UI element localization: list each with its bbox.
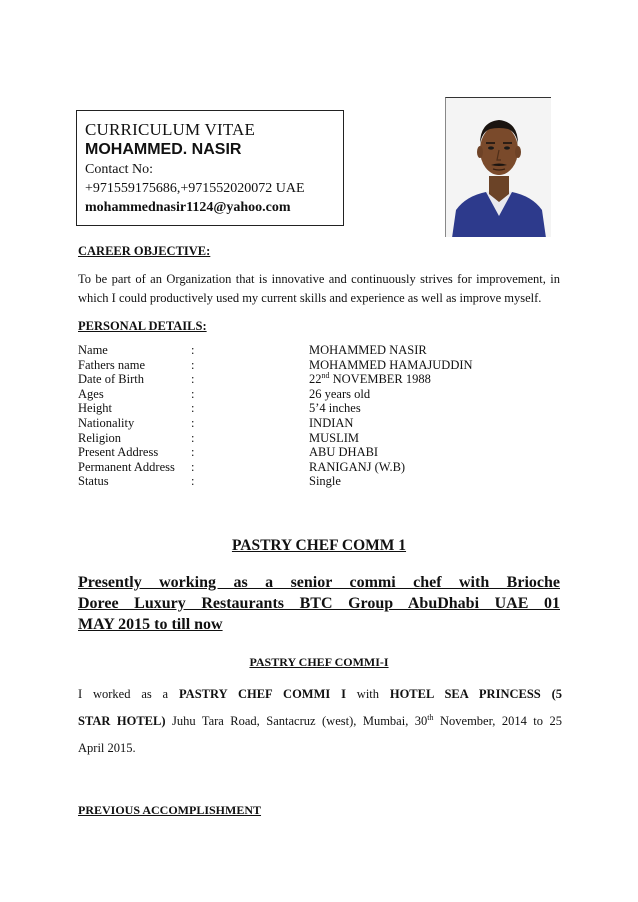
previous-employment-text [78, 681, 562, 762]
text-fragment: with [345, 687, 390, 701]
previous-role-title: PASTRY CHEF COMMI-I [249, 655, 389, 669]
detail-row-present-address [78, 445, 558, 460]
detail-value: MUSLIM [309, 430, 360, 445]
dob-day: 22 [309, 372, 322, 387]
detail-row-status [78, 474, 558, 489]
previous-employment-line [78, 681, 562, 708]
detail-row-religion [78, 431, 558, 446]
date-suffix: th [427, 712, 434, 722]
detail-row-permanent-address [78, 460, 558, 475]
detail-label: Ages [78, 386, 104, 401]
current-employment-line: Doree Luxury Restaurants BTC Group AbuDhabi UAE 01 [78, 595, 560, 612]
dob-rest: NOVEMBER 1988 [329, 372, 431, 387]
detail-colon: : [191, 445, 195, 460]
hotel-rating-open: (5 [551, 687, 563, 701]
detail-value: INDIAN [309, 415, 354, 430]
previous-accomplishment-heading: PREVIOUS ACCOMPLISHMENT [78, 803, 262, 817]
detail-label: Permanent Address [78, 459, 175, 474]
contact-label: Contact No: [85, 162, 154, 177]
role-name: PASTRY CHEF COMMI I [178, 687, 346, 701]
candidate-name: MOHAMMED. NASIR [85, 141, 242, 158]
dob-day-suffix: nd [321, 371, 330, 381]
detail-label: Nationality [78, 415, 135, 430]
hotel-rating-close: STAR HOTEL) [78, 714, 166, 728]
career-objective-text: To be part of an Organization that is innovative and continuously strives for improvement, in which I could productively used my current skills and experience as well as improve myself. [78, 272, 560, 305]
detail-row-name [78, 343, 558, 358]
detail-row-date-of-birth [78, 372, 558, 387]
detail-value: Single [309, 474, 341, 489]
header-box [76, 110, 344, 226]
detail-colon: : [191, 386, 195, 401]
career-objective-heading: CAREER OBJECTIVE: [78, 244, 211, 258]
position-title: PASTRY CHEF COMM 1 [231, 537, 407, 554]
detail-value: 5’4 inches [309, 401, 361, 416]
detail-colon: : [191, 474, 195, 489]
detail-label: Religion [78, 430, 122, 445]
hotel-address: Juhu Tara Road, Santacruz (west), Mumbai, 30 [165, 714, 428, 728]
text-fragment: I worked as a [78, 687, 179, 701]
detail-colon: : [191, 343, 195, 357]
hotel-name: HOTEL SEA PRINCESS [389, 687, 541, 701]
detail-colon: : [191, 372, 195, 387]
profile-photo [445, 97, 551, 237]
detail-value: MOHAMMED HAMAJUDDIN [309, 357, 473, 372]
detail-row-ages [78, 387, 558, 402]
current-employment-line: MAY 2015 to till now [78, 616, 223, 633]
detail-label: Present Address [78, 445, 159, 460]
detail-label: Status [78, 474, 109, 489]
detail-label: Fathers name [78, 357, 145, 372]
email-address: mohammednasir1124@yahoo.com [85, 200, 291, 215]
person-portrait-icon [446, 98, 551, 237]
detail-row-nationality [78, 416, 558, 431]
detail-colon: : [191, 430, 195, 445]
detail-value: MOHAMMED NASIR [309, 343, 427, 357]
detail-value: 26 years old [309, 386, 371, 401]
personal-details-table [78, 343, 558, 489]
cv-title: CURRICULUM VITAE [85, 120, 256, 139]
detail-row-fathers-name [78, 358, 558, 373]
contact-numbers: +971559175686,+971552020072 UAE [85, 181, 305, 196]
detail-value: RANIGANJ (W.B) [309, 459, 406, 474]
detail-label: Height [78, 401, 113, 416]
previous-employment-line: April 2015. [78, 741, 136, 755]
date-range: November, 2014 to 25 [433, 714, 562, 728]
previous-employment-line [78, 708, 562, 735]
current-employment [78, 572, 560, 635]
detail-row-height [78, 401, 558, 416]
detail-colon: : [191, 357, 195, 372]
detail-colon: : [191, 459, 195, 474]
current-employment-line: Presently working as a senior commi chef with Brioche [78, 574, 560, 591]
personal-details-heading: PERSONAL DETAILS: [78, 319, 207, 333]
detail-value: ABU DHABI [309, 445, 379, 460]
detail-colon: : [191, 415, 195, 430]
detail-label: Name [78, 343, 108, 357]
detail-label: Date of Birth [78, 372, 144, 387]
detail-colon: : [191, 401, 195, 416]
detail-value [309, 372, 558, 387]
